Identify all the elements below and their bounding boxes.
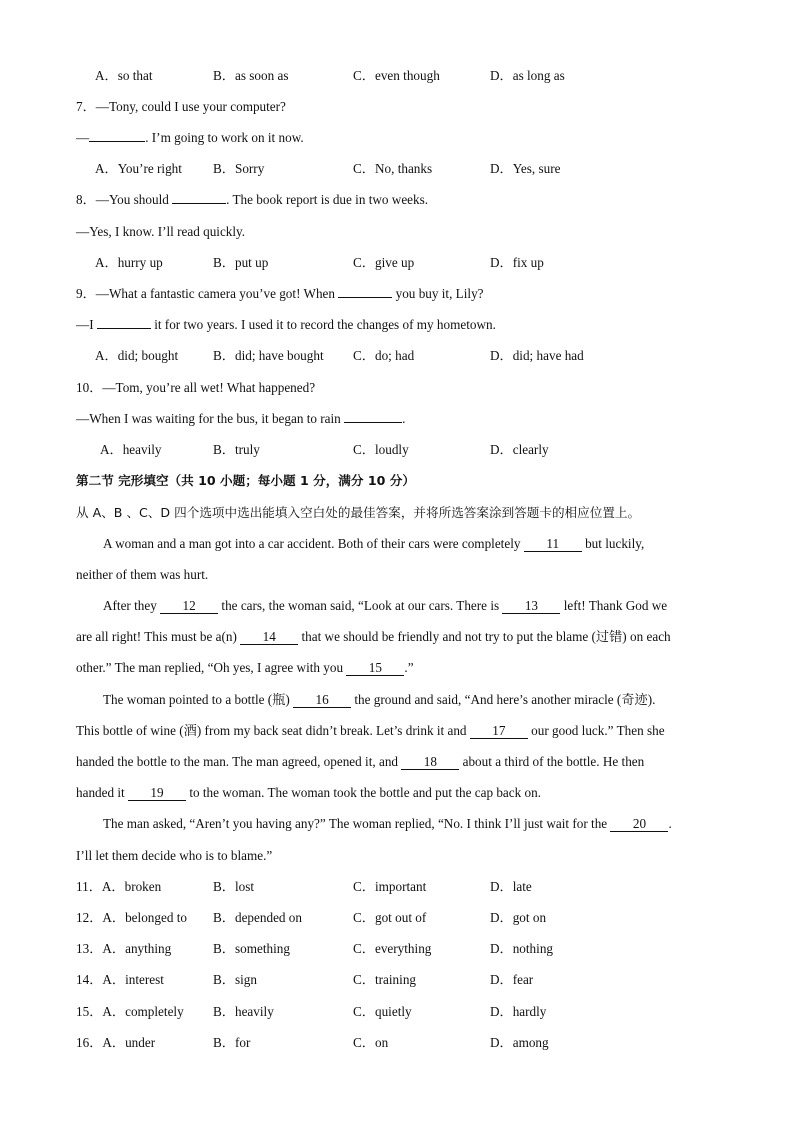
passage-text: our good luck.” Then she — [527, 723, 665, 738]
q9-option-a: A．did; bought — [95, 348, 179, 363]
choice-option-a: A．interest — [102, 972, 164, 987]
q10-option-c: C．loudly — [353, 442, 409, 457]
passage-p3-line4 — [76, 784, 541, 802]
q9-option-c: C．do; had — [353, 348, 415, 363]
passage-text: The woman pointed to a bottle (瓶) — [103, 692, 294, 707]
passage-p2-line3 — [76, 659, 414, 677]
choice-number — [76, 909, 187, 927]
q7-reply-prefix: — — [76, 130, 90, 145]
choice-option-c: C．quietly — [353, 1004, 412, 1019]
choice-option-b: B．sign — [213, 972, 257, 987]
blank-19: 19 — [128, 785, 186, 801]
passage-p4-line1 — [103, 815, 672, 833]
choice-option-a: A．broken — [101, 879, 162, 894]
passage-p2-line2 — [76, 628, 671, 646]
q6-option-c: C．even though — [353, 68, 440, 83]
choice-option-c: C．training — [353, 972, 417, 987]
q7-stem: 7．—Tony, could I use your computer? — [76, 99, 286, 114]
passage-text: . — [668, 816, 672, 831]
q6-option-a: A．so that — [95, 68, 153, 83]
choice-option-b: B．heavily — [213, 1004, 274, 1019]
choice-option-b: B．depended on — [213, 910, 302, 925]
passage-text: to the woman. The woman took the bottle and put the cap back on. — [186, 785, 542, 800]
choice-number-text: 15． — [76, 1004, 103, 1019]
q9-blank-2 — [97, 328, 151, 329]
q9-option-d: D．did; have had — [490, 348, 584, 363]
passage-text: handed it — [76, 785, 129, 800]
choice-option-d: D．among — [490, 1035, 549, 1050]
choice-option-d: D．fear — [490, 972, 534, 987]
q8-blank — [172, 203, 226, 204]
q10-stem: 10．—Tom, you’re all wet! What happened? — [76, 380, 316, 395]
blank-20: 20 — [610, 816, 668, 832]
q9-stem-prefix: 9．—What a fantastic camera you’ve got! When — [76, 286, 339, 301]
blank-18: 18 — [401, 754, 459, 770]
choice-option-d: D．late — [490, 879, 532, 894]
q8-stem-prefix: 8．—You should — [76, 192, 173, 207]
choice-number — [76, 1003, 184, 1021]
choice-number-text: 12． — [76, 910, 103, 925]
passage-text: After they — [103, 598, 161, 613]
q7-blank — [89, 141, 145, 142]
choice-option-b: B．for — [213, 1035, 251, 1050]
choice-option-a: A．belonged to — [102, 910, 187, 925]
passage-text: about a third of the bottle. He then — [459, 754, 645, 769]
q7-option-b: B．Sorry — [213, 161, 265, 176]
blank-17: 17 — [470, 723, 528, 739]
passage-text: left! Thank God we — [560, 598, 668, 613]
q10-option-d: D．clearly — [490, 442, 549, 457]
q10-reply-suffix: . — [402, 411, 406, 426]
q10-reply-prefix: —When I was waiting for the bus, it began to rain — [76, 411, 345, 426]
passage-text: handed the bottle to the man. The man agreed, opened it, and — [76, 754, 402, 769]
choice-number — [76, 1034, 155, 1052]
choice-number-text: 16． — [76, 1035, 103, 1050]
q9-reply — [76, 316, 496, 334]
choice-number — [76, 940, 171, 958]
choice-number-text: 14． — [76, 972, 103, 987]
choice-option-a: A．completely — [102, 1004, 184, 1019]
q9-stem — [76, 285, 484, 303]
passage-p2-line1 — [103, 597, 667, 615]
passage-text: This bottle of wine (酒) from my back seat didn’t break. Let’s drink it and — [76, 723, 470, 738]
choice-number — [76, 971, 164, 989]
q10-option-b: B．truly — [213, 442, 260, 457]
blank-12: 12 — [160, 598, 218, 614]
q10-blank — [344, 422, 402, 423]
choice-option-d: D．got on — [490, 910, 547, 925]
passage-p3-line2 — [76, 722, 665, 740]
passage-text: the cars, the woman said, “Look at our cars. There is — [218, 598, 503, 613]
q8-reply: —Yes, I know. I’ll read quickly. — [76, 224, 246, 239]
q8-option-a: A．hurry up — [95, 255, 163, 270]
q9-reply-suffix: it for two years. I used it to record the changes of my hometown. — [150, 317, 496, 332]
q7-reply — [76, 129, 304, 147]
blank-16: 16 — [293, 692, 351, 708]
passage-p3-line3 — [76, 753, 644, 771]
passage-text: other.” The man replied, “Oh yes, I agree with you — [76, 660, 347, 675]
q8-option-b: B．put up — [213, 255, 269, 270]
passage-text: The man asked, “Aren’t you having any?” The woman replied, “No. I think I’ll just wait for the — [103, 816, 611, 831]
choice-number-text: 11． — [76, 879, 102, 894]
blank-15: 15 — [346, 660, 404, 676]
q8-option-d: D．fix up — [490, 255, 544, 270]
section-heading: 第二节 完形填空（共 10 小题；每小题 1 分，满分 10 分） — [76, 473, 415, 488]
passage-p3-line1 — [103, 691, 655, 709]
choice-option-c: C．important — [353, 879, 427, 894]
choice-number-text: 13． — [76, 941, 103, 956]
section-instruction: 从 A、B 、C、D 四个选项中选出能填入空白处的最佳答案，并将所选答案涂到答题卡的相应位置上。 — [76, 505, 641, 520]
q9-option-b: B．did; have bought — [213, 348, 324, 363]
choice-option-c: C．got out of — [353, 910, 427, 925]
q9-stem-suffix: you buy it, Lily? — [392, 286, 484, 301]
choice-option-c: C．on — [353, 1035, 389, 1050]
choice-option-d: D．hardly — [490, 1004, 547, 1019]
choice-option-a: A．anything — [102, 941, 172, 956]
q7-option-a: A．You’re right — [95, 161, 182, 176]
blank-14: 14 — [240, 629, 298, 645]
choice-option-c: C．everything — [353, 941, 432, 956]
q6-option-d: D．as long as — [490, 68, 565, 83]
passage-text: A woman and a man got into a car accident. Both of their cars were completely — [103, 536, 524, 551]
choice-option-b: B．something — [213, 941, 290, 956]
q7-reply-suffix: . I’m going to work on it now. — [145, 130, 304, 145]
choice-option-a: A．under — [102, 1035, 156, 1050]
passage-text: are all right! This must be a(n) — [76, 629, 241, 644]
passage-text: but luckily, — [581, 536, 645, 551]
q6-option-b: B．as soon as — [213, 68, 289, 83]
choice-option-b: B．lost — [213, 879, 255, 894]
blank-13: 13 — [502, 598, 560, 614]
q8-option-c: C．give up — [353, 255, 415, 270]
choice-number — [76, 878, 161, 896]
q7-option-d: D．Yes, sure — [490, 161, 561, 176]
q10-option-a: A．heavily — [100, 442, 162, 457]
q10-reply — [76, 410, 405, 428]
passage-p4-line2: I’ll let them decide who is to blame.” — [76, 848, 273, 863]
blank-11: 11 — [524, 536, 582, 552]
choice-option-d: D．nothing — [490, 941, 554, 956]
passage-p1-line2: neither of them was hurt. — [76, 567, 209, 582]
q7-option-c: C．No, thanks — [353, 161, 433, 176]
passage-text: that we should be friendly and not try to put the blame (过错) on each — [298, 629, 671, 644]
passage-p1-line1 — [103, 535, 644, 553]
passage-text: .” — [404, 660, 414, 675]
q9-blank-1 — [338, 297, 392, 298]
passage-text: the ground and said, “And here’s another miracle (奇迹). — [351, 692, 656, 707]
q8-stem — [76, 191, 428, 209]
q8-stem-suffix: . The book report is due in two weeks. — [226, 192, 429, 207]
q9-reply-prefix: —I — [76, 317, 97, 332]
